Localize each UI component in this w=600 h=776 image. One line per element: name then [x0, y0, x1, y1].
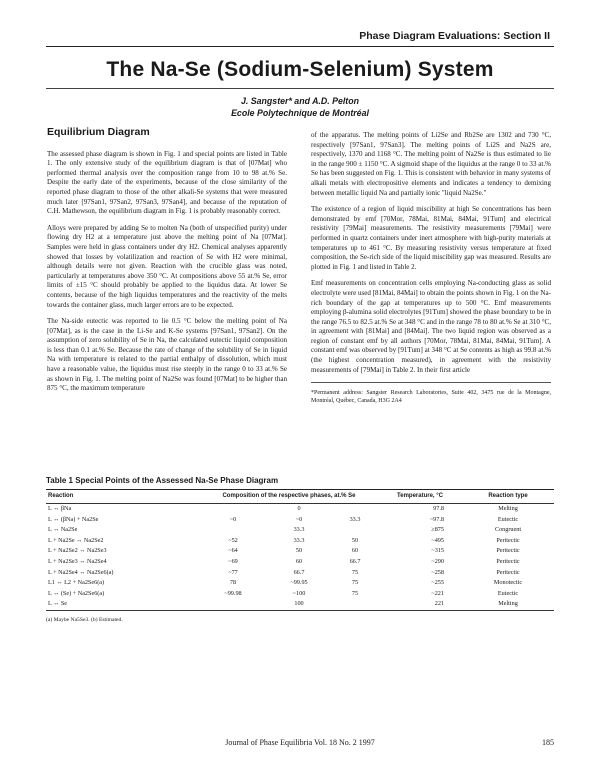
- cell-reaction-type: Peritectic: [496, 536, 520, 544]
- cell-composition-1: [200, 504, 266, 515]
- cell-reaction-type: Peritectic: [496, 568, 520, 576]
- left-column: [47, 128, 287, 401]
- cell-composition-3: [332, 599, 378, 610]
- paragraph: The assessed phase diagram is shown in Fig. 1 and special points are listed in Table 1. The only extensive study of the equilibrium diagram is that of [07Mat] who performed thermal analysis over the composition range from 10 to 98 at.% Se. Despite the early date of the experiments, because of the close similarity of the reported phase diagram to those of the other alkali-Se systems that were measured much later [97San1, 97San2, 97San3, 97San4], and because of the reputation of C.H. Mathewson, the equilibrium diagram in Fig. 1 is probably reasonably correct.: [47, 149, 287, 216]
- table-row: [46, 578, 554, 589]
- cell-reaction-type: Melting: [462, 599, 554, 610]
- cell-composition-1: 78: [229, 579, 237, 587]
- cell-composition-1: ~99.98: [224, 589, 242, 597]
- table-row: [46, 525, 554, 536]
- cell-composition-3: 75: [351, 589, 359, 597]
- cell-reaction: L + Na2Se2 ↔ Na2Se3: [48, 547, 107, 555]
- page-number: 185: [542, 738, 554, 747]
- table-note: (a) Maybe Na5Se3. (b) Estimated.: [46, 616, 123, 623]
- cell-temperature: ~290: [431, 557, 444, 565]
- cell-composition-2: 60: [295, 557, 303, 565]
- cell-reaction: L ↔ Se: [46, 599, 200, 610]
- cell-composition-2: 33.3: [293, 536, 305, 544]
- cell-composition-1: ~0: [229, 515, 237, 523]
- cell-composition-3: [332, 504, 378, 515]
- cell-composition-3: [332, 525, 378, 536]
- cell-temperature: ~495: [431, 536, 444, 544]
- col-header-composition: Composition of the respective phases, at.% Se: [222, 493, 356, 499]
- footnote: *Permanent address: Sangster Research Laboratories, Suite 402, 3475 rue de la Montagne, Montréal, Québec, Canada, H3G 2A4: [311, 382, 551, 405]
- table-body: [46, 504, 554, 611]
- cell-reaction-type: Melting: [498, 505, 518, 512]
- table-row: [46, 557, 554, 568]
- table-row: [46, 504, 554, 515]
- table-header-row: [46, 490, 554, 504]
- table-row: [46, 589, 554, 600]
- cell-temperature: 221: [378, 599, 462, 610]
- paragraph: The Na-side eutectic was reported to lie 0.5 °C below the melting point of Na [07Mat], as is the case in the Li-Se and K-Se systems [97San1, 97San2]. On the assumption of zero solubility of Se in Na, the calculated eutectic liquid composition is less than 0.1 at.% Se. Because the rate of change of the solubility of Se in liquid Na with temperature is related to the partial enthalpy of dissolution, which must have a reasonable value, the liquidus must rise steeply in the range 0 to 33 at.% Se as shown in Fig. 1. The melting point of Na2Se was found [07Mat] to be higher than 875 °C, the maximum temperature: [47, 317, 287, 393]
- cell-temperature: ~315: [431, 547, 444, 555]
- section-header: Phase Diagram Evaluations: Section II: [359, 30, 550, 42]
- cell-temperature: ~221: [431, 589, 444, 597]
- table-title: Table 1 Special Points of the Assessed Na-Se Phase Diagram: [46, 476, 554, 490]
- special-points-table: [46, 476, 554, 623]
- cell-reaction: L + Na2Se4 ↔ Na2Se6(a): [48, 568, 114, 576]
- cell-reaction-type: Peritectic: [496, 547, 520, 555]
- cell-composition-1: ~52: [228, 536, 238, 544]
- article-affiliation: Ecole Polytechnique de Montréal: [231, 108, 369, 118]
- cell-temperature: ~255: [431, 579, 444, 587]
- section-heading: Equilibrium Diagram: [47, 126, 150, 138]
- cell-reaction-type: Congruent: [494, 526, 522, 534]
- cell-reaction: L1 ↔ L2 + Na2Se6(a): [48, 579, 105, 587]
- col-header-temperature: Temperature, °C: [397, 493, 443, 499]
- cell-composition-3: 33.3: [349, 515, 361, 523]
- paragraph: of the apparatus. The melting points of Li2Se and Rb2Se are 1302 and 730 °C, respectively [97San1, 97San3]. The melting points of Li2S and Na2S are, respectively, 1370 and 1168 °C. The melting point of Na2Se is thus estimated to lie in the range 900 ± 1150 °C. A sigmoid shape of the liquidus at the range 0 to 33 at.% Se has been suggested on Fig. 1. This is consistent with behavior in many systems of alkali metals with electropositive elements and indicates a tendency to demixing between metallic liquid Na and partially ionic "liquid Na2Se.": [311, 131, 551, 197]
- cell-composition-1: ~77: [228, 568, 238, 576]
- cell-composition-3: 50: [351, 536, 359, 544]
- paragraph: Emf measurements on concentration cells employing Na-conducting glass as solid electrolyte were used [81Mai, 84Mai] to obtain the points shown in Fig. 1 on the Na-rich boundary of the gap at temperatures up to 500 °C. Emf measurements employing β-alumina solid electrolytes [91Tum] showed the phase boundary to be in the range 76.5 to 82.5 at.% Se at 348 °C and in the range 78 to 80 at.% Se at 310 °C, in agreement with [81Mai] and [84Mai]. The two liquid region was observed as a region of constant emf by all authors [70Mor, 78Mai, 81Mai, 84Mai, 91Tum]. A constant emf was observed by [91Tum] at 348 °C at Se contents as high as 99.8 at.% (the highest concentration measured), in agreement with the resistivity measurements of [79Mai] in Table 2. In their first article: [311, 279, 551, 374]
- table-row: [46, 536, 554, 547]
- header-rule: [46, 46, 554, 47]
- cell-temperature: 97.8: [433, 505, 444, 512]
- table-row: [46, 599, 554, 610]
- cell-composition-1: ~64: [228, 547, 238, 555]
- cell-composition-2: 66.7: [293, 568, 305, 576]
- cell-temperature: ≥875: [431, 526, 444, 534]
- cell-reaction: L ↔ Na2Se: [48, 526, 78, 534]
- table-row: [46, 515, 554, 526]
- cell-composition-3: 66.7: [349, 557, 361, 565]
- cell-composition-1: ~69: [228, 557, 238, 565]
- cell-temperature: ~258: [431, 568, 444, 576]
- paragraph: Alloys were prepared by adding Se to molten Na (both of unspecified purity) under flowing dry H2 at a temperature just above the melting point of Na [07Mat]. Samples were held in glass containers under dry H2. Chemical analyses apparently showed that losses by volatilization and reaction of Se with H2 were minimal, although details were not given. Reaction with the crucible glass was noted, particularly at temperatures above 350 °C. At compositions above 55 at.% Se, error limits of ±15 °C should probably be applied to the liquidus data. At lower Se contents, because of the high liquidus temperatures and the reactivity of the melts towards the container glass, much larger errors are to be expected.: [47, 223, 287, 309]
- cell-reaction-type: Monotectic: [493, 579, 523, 587]
- cell-reaction: L ↔ (Se) + Na2Se6(a): [48, 589, 105, 597]
- cell-reaction: L + Na2Se3 ↔ Na2Se4: [48, 557, 107, 565]
- paragraph: The existence of a region of liquid miscibility at high Se concentrations has been demonstrated by emf [70Mor, 78Mai, 81Mai, 84Mai, 91Tum] and electrical resistivity [79Mai] measurements. The resistivity measurements [79Mai] were performed in quartz containers under inert atmosphere with high-purity materials at temperatures up to 461 °C. By measuring resistivity versus temperature at fixed composition, the Se-rich side of the liquid miscibility gap was measured. Results are plotted in Fig. 1 and listed in Table 2.: [311, 205, 551, 271]
- article-authors: J. Sangster* and A.D. Pelton: [241, 96, 359, 106]
- article-title: The Na-Se (Sodium-Selenium) System: [106, 58, 494, 81]
- page-footer: [0, 738, 600, 750]
- cell-composition-3: 60: [351, 547, 359, 555]
- cell-composition-2: 50: [295, 547, 303, 555]
- cell-composition-2: 0: [297, 505, 301, 512]
- journal-citation: Journal of Phase Equilibria Vol. 18 No. 2 1997: [225, 738, 375, 747]
- cell-composition-2: ~100: [292, 589, 306, 597]
- cell-composition-1: [200, 525, 266, 536]
- table-row: [46, 546, 554, 557]
- cell-reaction: L ↔ (βNa) + Na2Se: [48, 515, 99, 523]
- table: [46, 490, 554, 611]
- cell-reaction-type: Peritectic: [496, 557, 520, 565]
- cell-reaction-type: Eutectic: [497, 515, 519, 523]
- cell-composition-3: 75: [351, 579, 359, 587]
- title-rule: [46, 88, 554, 89]
- cell-reaction: L + Na2Se ↔ Na2Se2: [48, 536, 104, 544]
- cell-composition-2: ~0: [295, 515, 303, 523]
- cell-reaction: L ↔ βNa: [48, 505, 72, 512]
- cell-composition-1: [200, 599, 266, 610]
- col-header-type: Reaction type: [488, 493, 528, 499]
- right-column: [311, 131, 551, 405]
- cell-temperature: ~97.8: [429, 515, 444, 523]
- table-row: [46, 568, 554, 579]
- col-header-reaction: Reaction: [48, 493, 74, 499]
- cell-composition-2: 33.3: [293, 526, 305, 534]
- cell-composition-2: ~99.95: [290, 579, 308, 587]
- cell-composition-3: 75: [351, 568, 359, 576]
- cell-composition-2: 100: [266, 599, 332, 610]
- cell-reaction-type: Eutectic: [497, 589, 519, 597]
